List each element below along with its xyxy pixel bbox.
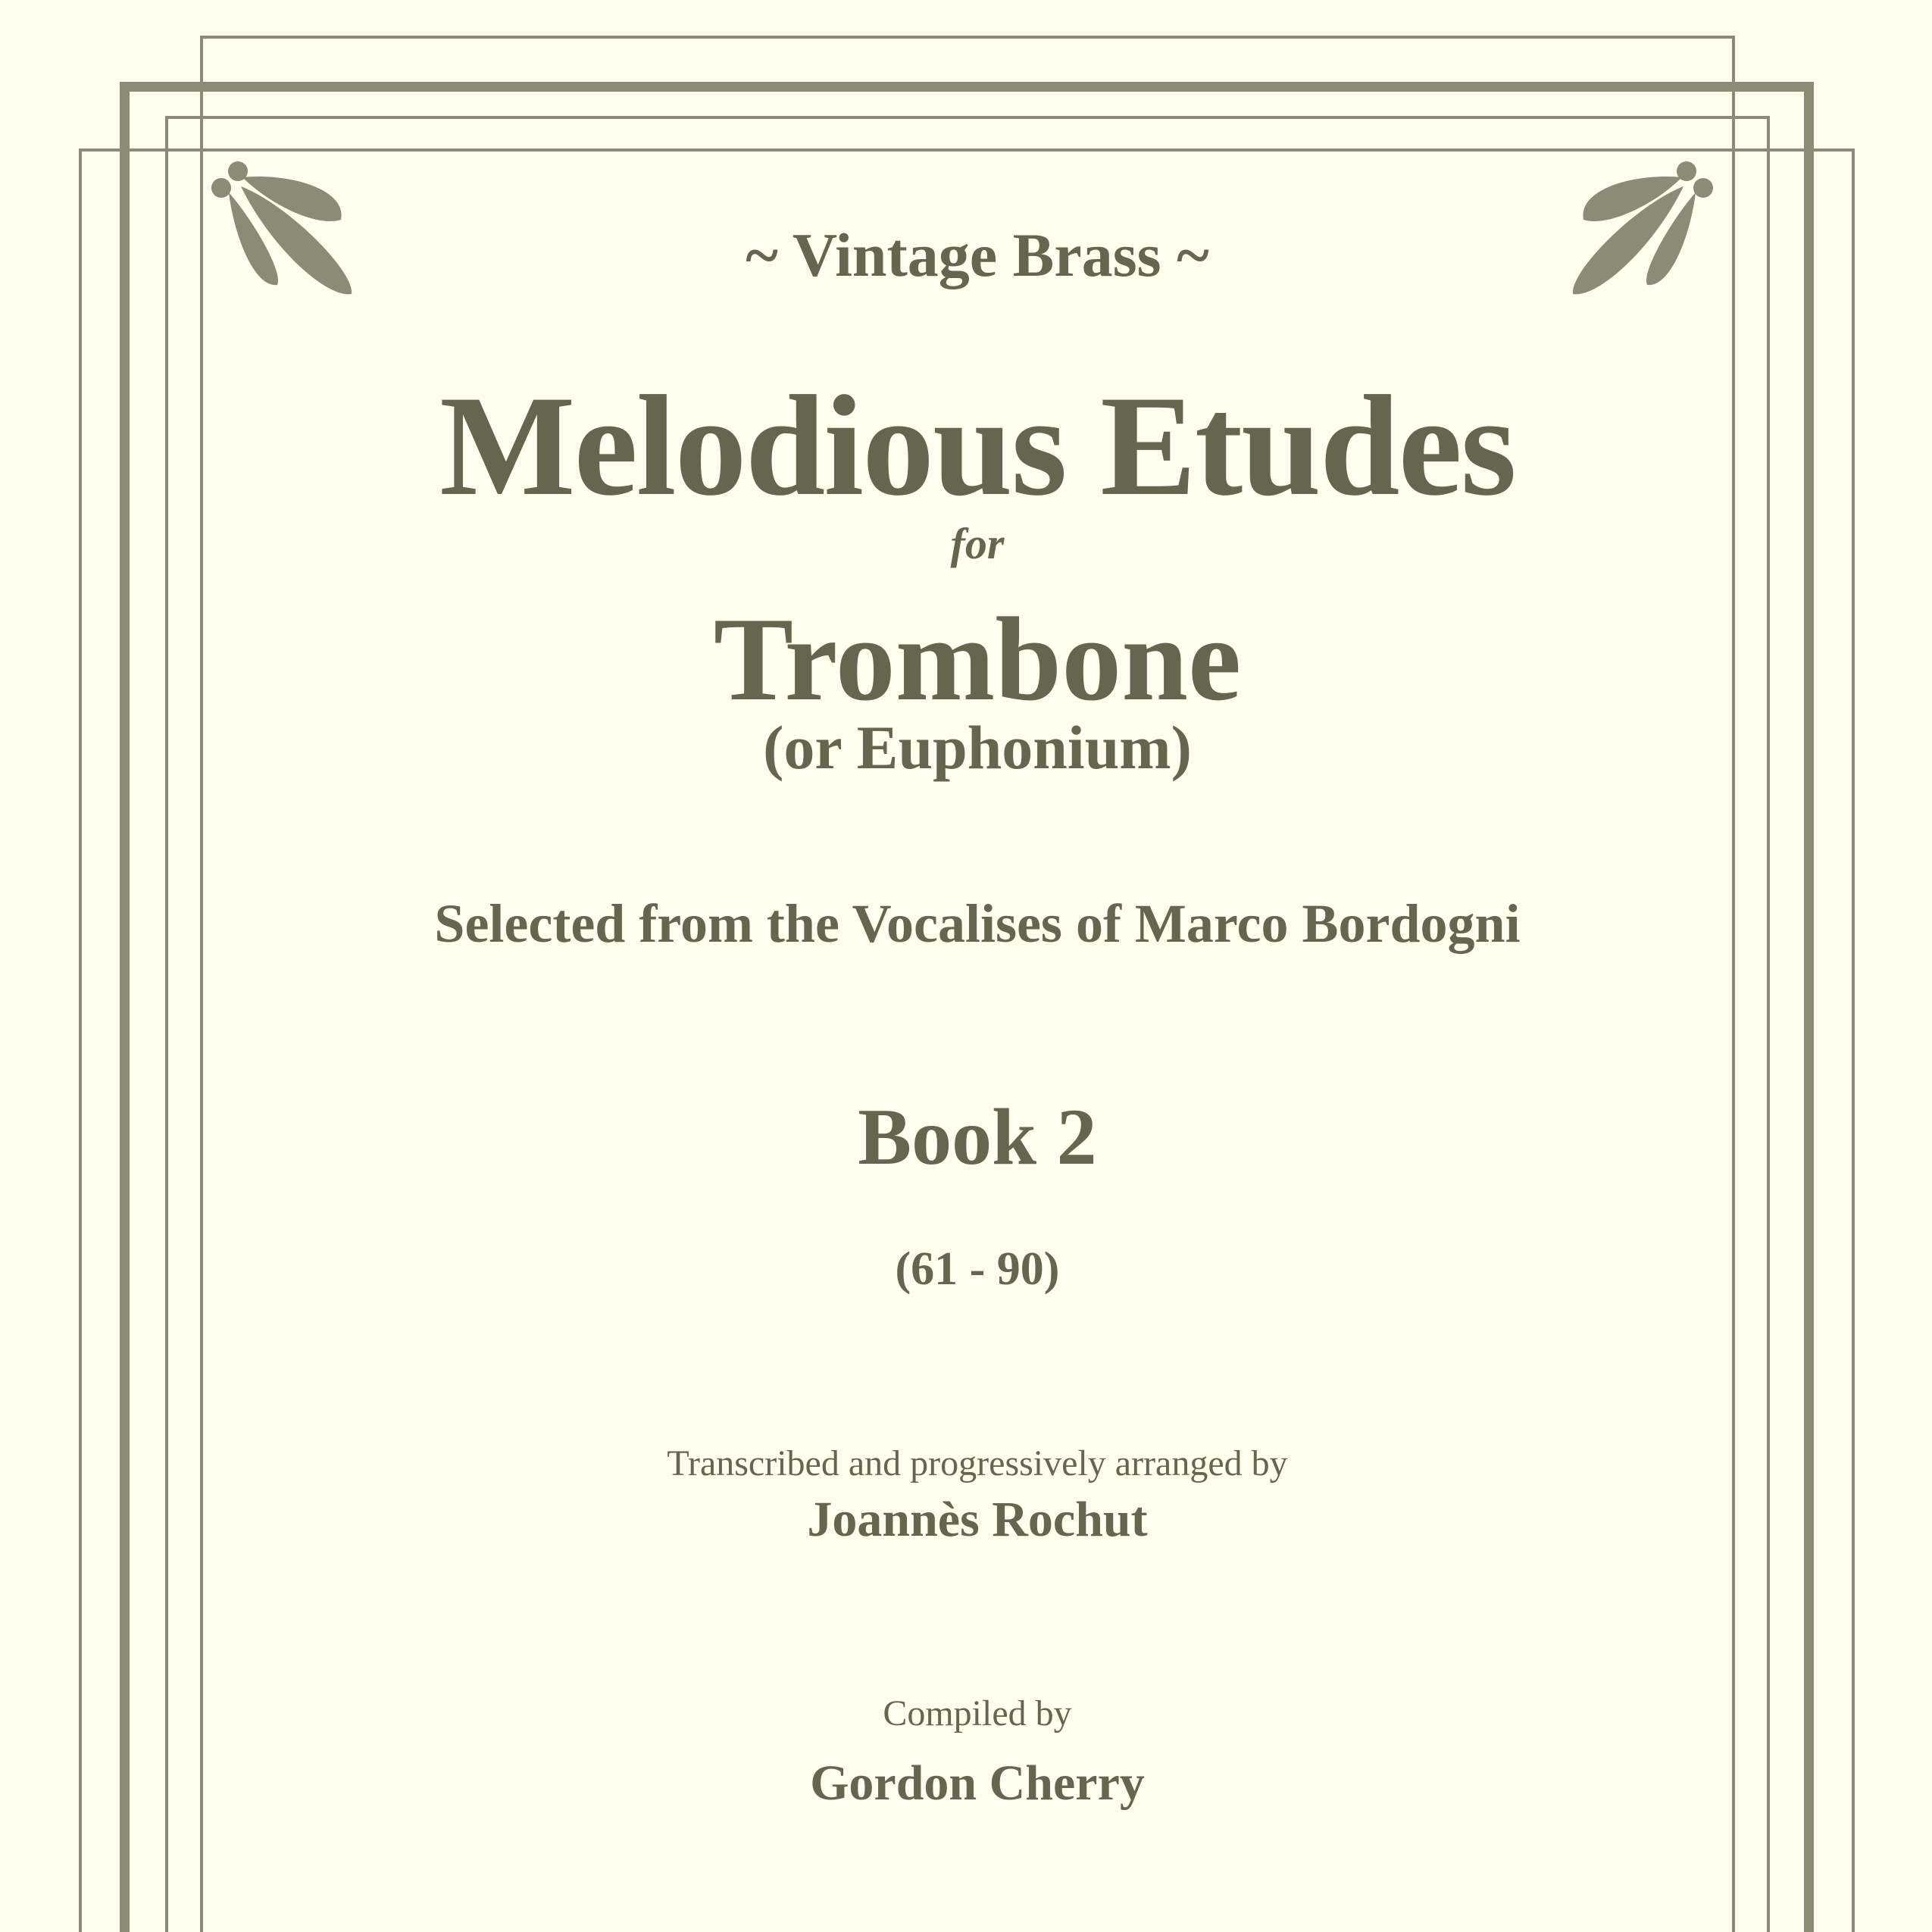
book-number: Book 2 [858,1093,1097,1181]
compiler-caption: Compiled by [883,1693,1072,1733]
source-line: Selected from the Vocalises of Marco Bordogni [434,893,1521,954]
arranger-name: Joannès Rochut [807,1492,1148,1547]
instrument-name: Trombone [713,593,1242,726]
for-word: for [950,519,1005,568]
etude-range: (61 - 90) [895,1243,1060,1295]
title: Melodious Etudes [439,367,1515,526]
arranger-caption: Transcribed and progressively arranged by [667,1443,1288,1483]
series-name: ~ Vintage Brass ~ [746,220,1209,289]
alternate-instrument: (or Euphonium) [763,713,1192,782]
compiler-name: Gordon Cherry [810,1755,1145,1811]
